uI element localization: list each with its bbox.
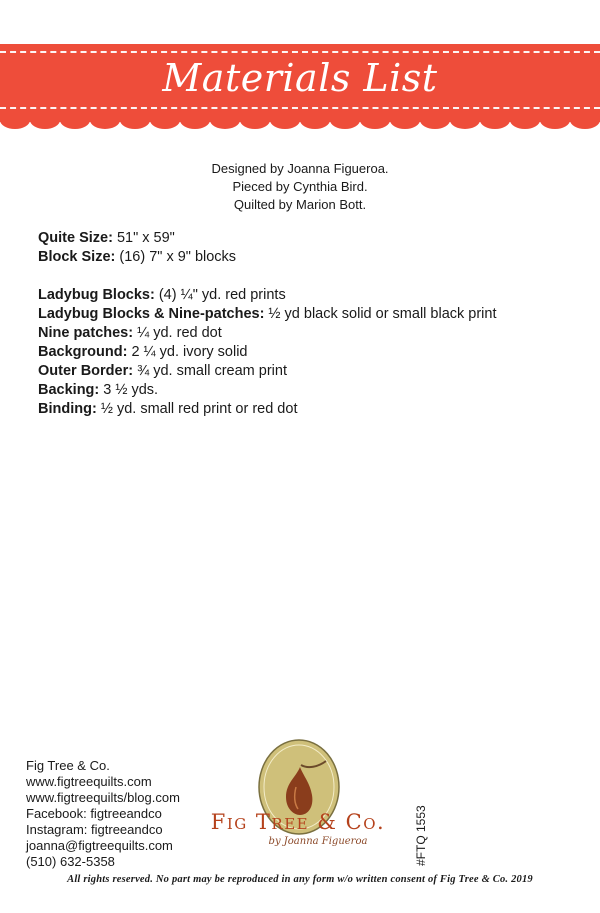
phone-number: (510) 632-5358 <box>26 854 115 869</box>
material-item <box>38 400 578 419</box>
logo-byline: by Joanna Figueroa <box>268 836 368 847</box>
banner-scallop-edge <box>0 120 600 138</box>
material-value: 2 ¼ yd. ivory solid <box>127 344 248 360</box>
material-label: Outer Border: <box>38 363 134 379</box>
material-item <box>38 343 578 362</box>
material-value: ½ yd black solid or small black print <box>264 306 497 322</box>
materials-list <box>38 229 578 419</box>
banner-stitch-bottom <box>0 107 600 109</box>
material-value: 3 ½ yds. <box>99 382 159 398</box>
quilt-size-line <box>38 229 578 248</box>
material-item <box>38 381 578 400</box>
material-item <box>38 324 578 343</box>
quilter-credit: Quilted by Marion Bott. <box>233 197 367 212</box>
copyright-notice: All rights reserved. No part may be reproduced in any form w/o written consent of Fig Tree & Co. 2019 <box>67 874 533 885</box>
company-name: Fig Tree & Co. <box>26 758 110 773</box>
email-address[interactable]: joanna@figtreequilts.com <box>26 838 173 853</box>
material-label: Ladybug Blocks: <box>38 287 155 303</box>
material-value: ¼ yd. red dot <box>133 325 222 341</box>
pattern-number: #FTQ 1553 <box>414 805 428 866</box>
material-value: ¾ yd. small cream print <box>133 363 287 379</box>
quilt-size-value: 51" x 59" <box>112 230 175 246</box>
logo-wordmark: Fig Tree & Co. <box>210 810 386 834</box>
material-label: Backing: <box>38 382 100 398</box>
facebook-handle: Facebook: figtreeandco <box>26 806 162 821</box>
quilt-size-label: Quite Size: <box>38 230 113 246</box>
contact-info <box>26 758 180 870</box>
material-value: (4) ¼" yd. red prints <box>154 287 286 303</box>
designer-credit: Designed by Joanna Figueroa. <box>211 161 389 176</box>
website-link[interactable]: www.figtreequilts.com <box>26 774 152 789</box>
material-item <box>38 305 578 324</box>
credits-block <box>0 160 600 214</box>
spacer <box>38 267 578 286</box>
block-size-line <box>38 248 578 267</box>
block-size-value: (16) 7" x 9" blocks <box>115 249 237 265</box>
title-banner <box>0 44 600 122</box>
block-size-label: Block Size: <box>38 249 116 265</box>
material-item <box>38 286 578 305</box>
blog-link[interactable]: www.figtreequilts/blog.com <box>26 790 180 805</box>
material-label: Background: <box>38 344 128 360</box>
material-label: Nine patches: <box>38 325 134 341</box>
instagram-handle: Instagram: figtreeandco <box>26 822 163 837</box>
material-label: Binding: <box>38 401 97 417</box>
material-label: Ladybug Blocks & Nine-patches: <box>38 306 265 322</box>
page-title: Materials List <box>162 56 438 100</box>
material-item <box>38 362 578 381</box>
material-value: ½ yd. small red print or red dot <box>96 401 298 417</box>
piecer-credit: Pieced by Cynthia Bird. <box>232 179 368 194</box>
